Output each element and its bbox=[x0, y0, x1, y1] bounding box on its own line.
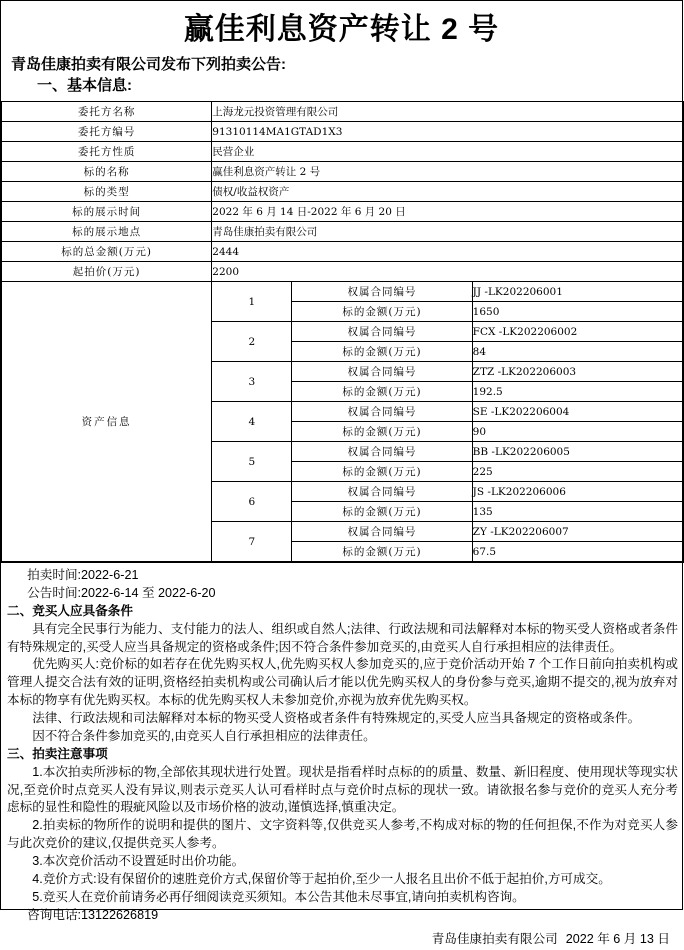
asset-index: 3 bbox=[212, 362, 292, 402]
table-row bbox=[2, 162, 684, 182]
asset-field-label: 权属合同编号 bbox=[292, 322, 472, 342]
asset-amount: 225 bbox=[472, 462, 683, 482]
table-row bbox=[2, 202, 684, 222]
row-label: 标的展示时间 bbox=[2, 202, 212, 222]
section-two-paragraph-1: 具有完全民事行为能力、支付能力的法人、组织或自然人;法律、行政法规和司法解释对本标的物买受人资格或者条件有特殊规定的,买受人应当具备规定的资格或条件;因不符合条件参加竞买的,由竞买人自行承担相应的法律责任。 bbox=[7, 621, 678, 654]
notice-time: 公告时间:2022-6-14 至 2022-6-20 bbox=[27, 585, 216, 600]
asset-contract-no: SE -LK202206004 bbox=[472, 402, 683, 422]
row-label: 委托方名称 bbox=[2, 102, 212, 122]
basic-info-body bbox=[2, 102, 684, 562]
row-value: 民营企业 bbox=[212, 142, 684, 162]
table-row bbox=[2, 102, 684, 122]
asset-index: 7 bbox=[212, 522, 292, 562]
row-label: 标的展示地点 bbox=[2, 222, 212, 242]
section-three-heading: 三、拍卖注意事项 bbox=[7, 746, 108, 761]
row-label: 标的名称 bbox=[2, 162, 212, 182]
asset-amount: 84 bbox=[472, 342, 683, 362]
consultation-hotline: 咨询电话:13122626819 bbox=[27, 907, 159, 922]
section-three-item: 1.本次拍卖所涉标的物,全部依其现状进行处置。现状是指看样时点标的的质量、数量、新旧程度、使用现状等现实状况,至竞价时点竞买人没有异议,则表示竞买人认可看样时点与竞价时点标的现状一致。请欲报名参与竞价的竞买人充分考虑标的显性和隐性的瑕疵风险以及市场价格的波动,谨慎选择,慎重决定。 bbox=[7, 764, 678, 815]
row-value: 2200 bbox=[212, 262, 684, 282]
asset-amount: 135 bbox=[472, 502, 683, 522]
asset-index: 2 bbox=[212, 322, 292, 362]
asset-info-label: 资产信息 bbox=[2, 282, 212, 562]
asset-field-label: 标的金额(万元) bbox=[292, 302, 472, 322]
basic-info-table bbox=[1, 101, 684, 562]
section-two-paragraph-3: 法律、行政法规和司法解释对本标的物买受人资格或者条件有特殊规定的,买受人应当具备规定的资格或条件。 bbox=[32, 711, 641, 725]
row-label: 委托方性质 bbox=[2, 142, 212, 162]
row-value: 91310114MA1GTAD1X3 bbox=[212, 122, 684, 142]
asset-field-label: 标的金额(万元) bbox=[292, 422, 472, 442]
asset-field-label: 权属合同编号 bbox=[292, 442, 472, 462]
asset-field-label: 标的金额(万元) bbox=[292, 542, 472, 562]
footer-signature bbox=[7, 925, 678, 949]
footer-date: 2022 年 6 月 13 日 bbox=[565, 931, 670, 946]
asset-amount: 1650 bbox=[472, 302, 683, 322]
table-row bbox=[2, 142, 684, 162]
announcement-body bbox=[1, 562, 684, 950]
section-three-item: 5.竞买人在竞价前请务必再仔细阅读竞买须知。本公告其他未尽事宜,请向拍卖机构咨询。 bbox=[32, 889, 525, 904]
asset-contract-no: BB -LK202206005 bbox=[472, 442, 683, 462]
row-value: 债权/收益权资产 bbox=[212, 182, 684, 202]
asset-field-label: 标的金额(万元) bbox=[292, 462, 472, 482]
section-one-heading: 一、基本信息: bbox=[37, 76, 132, 94]
row-value: 上海龙元投资管理有限公司 bbox=[212, 102, 684, 122]
asset-contract-no: JS -LK202206006 bbox=[472, 482, 683, 502]
asset-field-label: 标的金额(万元) bbox=[292, 502, 472, 522]
table-row bbox=[2, 282, 684, 302]
section-two-heading: 二、竞买人应具备条件 bbox=[7, 603, 133, 618]
asset-contract-no: FCX -LK202206002 bbox=[472, 322, 683, 342]
row-value: 青岛佳康拍卖有限公司 bbox=[212, 222, 684, 242]
row-label: 标的类型 bbox=[2, 182, 212, 202]
asset-contract-no: JJ -LK202206001 bbox=[472, 282, 683, 302]
section-three-item: 2.拍卖标的物所作的说明和提供的图片、文字资料等,仅供竞买人参考,不构成对标的物的任何担保,不作为对竞买人参与此次竞价的建议,仅提供竞买人参考。 bbox=[7, 818, 678, 851]
section-two-paragraph-4: 因不符合条件参加竞买的,由竞买人自行承担相应的法律责任。 bbox=[32, 728, 376, 743]
asset-field-label: 权属合同编号 bbox=[292, 522, 472, 542]
asset-contract-no: ZY -LK202206007 bbox=[472, 522, 683, 542]
table-row bbox=[2, 122, 684, 142]
footer-company: 青岛佳康拍卖有限公司 bbox=[431, 931, 558, 946]
auction-time: 拍卖时间:2022-6-21 bbox=[27, 568, 139, 582]
asset-amount: 192.5 bbox=[472, 382, 683, 402]
asset-field-label: 权属合同编号 bbox=[292, 402, 472, 422]
section-three-item: 4.竞价方式:设有保留价的速胜竞价方式,保留价等于起拍价,至少一人报名且出价不低于起拍价,方可成交。 bbox=[32, 871, 611, 886]
table-row bbox=[2, 182, 684, 202]
table-row bbox=[2, 242, 684, 262]
asset-index: 6 bbox=[212, 482, 292, 522]
row-value: 赢佳利息资产转让 2 号 bbox=[212, 162, 684, 182]
asset-field-label: 标的金额(万元) bbox=[292, 382, 472, 402]
asset-field-label: 权属合同编号 bbox=[292, 482, 472, 502]
row-label: 委托方编号 bbox=[2, 122, 212, 142]
table-row bbox=[2, 262, 684, 282]
row-value: 2022 年 6 月 14 日-2022 年 6 月 20 日 bbox=[212, 202, 684, 222]
title-zone bbox=[1, 1, 682, 101]
asset-field-label: 标的金额(万元) bbox=[292, 342, 472, 362]
asset-field-label: 权属合同编号 bbox=[292, 282, 472, 302]
asset-amount: 67.5 bbox=[472, 542, 683, 562]
asset-field-label: 权属合同编号 bbox=[292, 362, 472, 382]
asset-amount: 90 bbox=[472, 422, 683, 442]
page-title: 赢佳利息资产转让 2 号 bbox=[183, 13, 500, 46]
row-label: 起拍价(万元) bbox=[2, 262, 212, 282]
row-value: 2444 bbox=[212, 242, 684, 262]
asset-index: 4 bbox=[212, 402, 292, 442]
section-two-paragraph-2: 优先购买人:竞价标的如若存在优先购买权人,优先购买权人参加竞买的,应于竞价活动开始 7 个工作日前向拍卖机构或管理人提交合法有效的证明,资格经拍卖机构或公司确认后才能以优先购买权人的身份参与竞买,逾期不提交的,视为放弃对本标的物享有优先购买权。本标的优先购买权人未参加竞价,亦视为放弃优先购买权。 bbox=[7, 657, 678, 708]
asset-index: 1 bbox=[212, 282, 292, 322]
asset-index: 5 bbox=[212, 442, 292, 482]
row-label: 标的总金额(万元) bbox=[2, 242, 212, 262]
section-three-item: 3.本次竞价活动不设置延时出价功能。 bbox=[32, 854, 245, 868]
table-row bbox=[2, 222, 684, 242]
asset-contract-no: ZTZ -LK202206003 bbox=[472, 362, 683, 382]
publisher-line: 青岛佳康拍卖有限公司发布下列拍卖公告: bbox=[11, 55, 286, 73]
